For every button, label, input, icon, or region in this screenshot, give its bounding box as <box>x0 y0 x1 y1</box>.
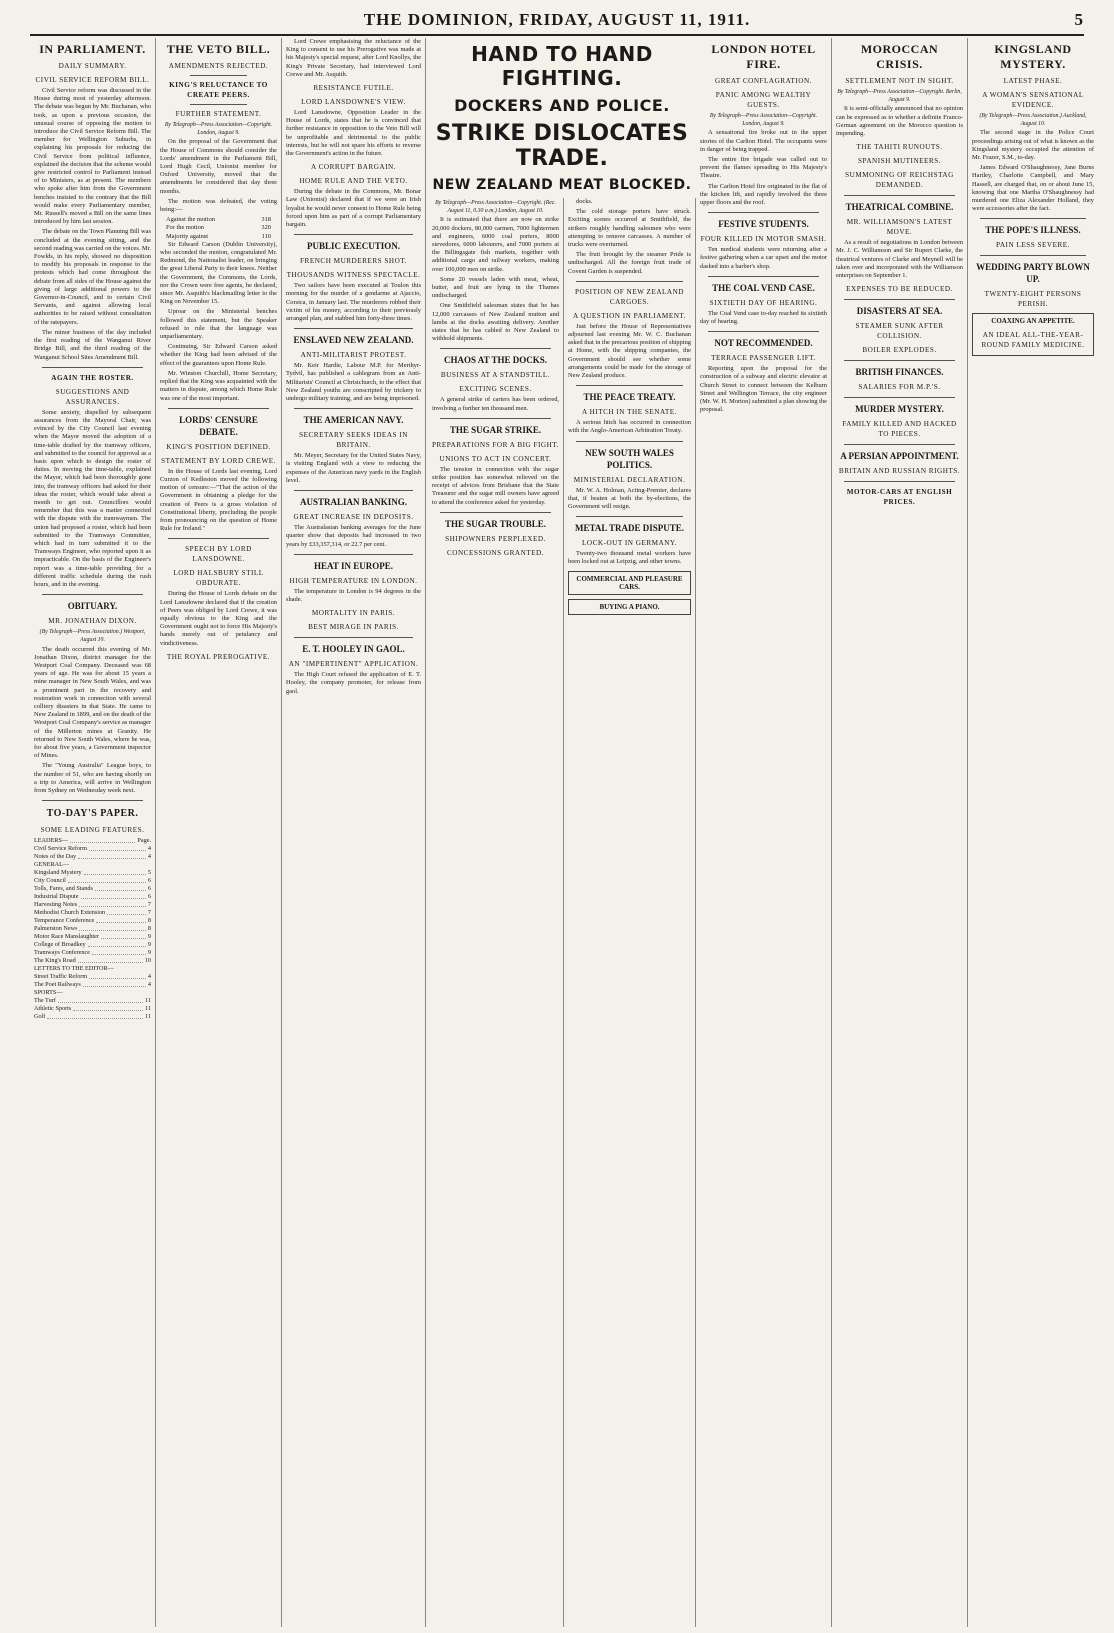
subhead: SPANISH MUTINEERS. <box>857 157 942 166</box>
headline-peace-treaty: THE PEACE TREATY. <box>583 392 676 403</box>
divider <box>294 554 413 555</box>
contents-entry <box>34 837 151 845</box>
column-kingsland-mystery <box>968 38 1098 1627</box>
divider <box>294 490 413 491</box>
contents-entry-label: Civil Service Reform <box>34 845 87 853</box>
headline-moroccan-crisis: MOROCCAN CRISIS. <box>860 42 939 71</box>
divider <box>844 444 955 445</box>
contents-entry-label: Temperance Conference <box>34 917 95 925</box>
article-text: The motion was defeated, the voting being:— <box>160 197 277 214</box>
ad-subtitle: AN IDEAL ALL-THE-YEAR-ROUND FAMILY MEDICINE. <box>981 330 1085 349</box>
headline-enslaved-nz: ENSLAVED NEW ZEALAND. <box>293 335 414 346</box>
headline-strike-dislocates: STRIKE DISLOCATES TRADE. <box>435 121 689 171</box>
contents-entry-label: Tolls, Fares, and Stands <box>34 885 93 893</box>
leader-dots <box>107 909 146 915</box>
subhead: MORTALITY IN PARIS. <box>311 609 396 618</box>
article-text: Mr. W. A. Holman, Acting-Premier, declares that, if beaten at both the by-elections, the Government will resign. <box>568 486 691 511</box>
article-text: In the House of Lords last evening, Lord Curzon of Kedleston moved the following motion of censure:—"That the action of the Government in obtaining a pledge for the creation of Peers is a gross violation of Constitutional liberty, precluding the people from pronouncing on the question of Home Rule for Ireland." <box>160 467 277 533</box>
article-text: As a result of negotiations in London between Mr. J. C. Williamson and Sir Rupert Clarke, the theatrical ventures of Clarke and Meynell will be taken over and incorporated with the Williamson enterprises on September 1. <box>836 239 963 280</box>
contents-entry-page: 4 <box>147 845 151 853</box>
contents-entry-label: The Poet Railways <box>34 981 81 989</box>
headline-sugar-strike: THE SUGAR STRIKE. <box>449 424 542 435</box>
subhead: STATEMENT BY LORD CREWE. <box>161 456 276 465</box>
subhead: LATEST PHASE. <box>1003 77 1063 85</box>
subhead: LOCK-OUT IN GERMANY. <box>582 539 677 548</box>
ad-title: BUYING A PIANO. <box>599 603 660 612</box>
divider <box>294 234 413 235</box>
article-text: A sensational fire broke out in the upper stories of the Carlton Hotel. The occupants were in danger of being trapped. <box>700 129 827 153</box>
headline-american-navy: THE AMERICAN NAVY. <box>303 415 404 426</box>
contents-entry-label: GENERAL— <box>34 861 70 869</box>
article-text: Some 20 vessels laden with meat, wheat, butter, and fruit are lying in the Thames undischarged. <box>432 275 559 300</box>
article-text: Uproar on the Ministerial benches followed this statement, but the Speaker refused to rule that the language was unparliamentary. <box>160 308 277 341</box>
subhead: AN "IMPERTINENT" APPLICATION. <box>288 660 419 669</box>
headline-public-execution: PUBLIC EXECUTION. <box>306 241 400 252</box>
contents-entry <box>34 1005 151 1013</box>
main-headline-block <box>428 38 696 199</box>
divider <box>844 299 955 300</box>
subhead: FRENCH MURDERERS SHOT. <box>300 257 407 266</box>
article-text: It is estimated that there are now on strike 20,000 dockers, 80,000 carmen, 7000 lightermen and engineers, 6000 coal porters, 8000 stevedores, 6000 labourers, and 7000 porters at the Billingsgate fish markets, together with additional cargo and railway workers, making over 100,000 men on strike. <box>432 216 559 273</box>
dateline: By Telegraph—Press Association—Copyright. Berlin, August 9. <box>837 89 962 104</box>
subhead: PANIC AMONG WEALTHY GUESTS. <box>715 91 812 109</box>
subhead: DAILY SUMMARY. <box>58 62 127 70</box>
subhead: LORD LANSDOWNE'S VIEW. <box>301 98 406 107</box>
subhead: MINISTERIAL DECLARATION. <box>573 475 686 484</box>
contents-entry-label: SPORTS— <box>34 989 63 997</box>
contents-entry <box>34 861 151 869</box>
leader-dots <box>58 997 143 1003</box>
dateline: By Telegraph—Press Association—Copyright. London, August 9. <box>164 122 273 137</box>
article-text: The Australasian banking averages for the June quarter show that deposits had increased in two years by £33,357,314, or 22.7 per cent. <box>286 524 421 548</box>
headline-metal-trade: METAL TRADE DISPUTE. <box>575 523 684 534</box>
leader-dots <box>78 853 146 859</box>
subhead: BRITAIN AND RUSSIAN RIGHTS. <box>838 467 961 476</box>
contents-entry <box>34 901 151 909</box>
subhead: HIGH TEMPERATURE IN LONDON. <box>289 576 418 585</box>
article-text: Sir Edward Carson (Dublin University), who seconded the motion, congratulated Mr. Redmond, the Nationalist leader, on bringing the great Liberal Party to their knees. Neither the Government, the Commons, the Lords, nor the Crown were free agents, he declared, since Mr. Asquith's blackmailing letter to the King on November 15. <box>160 240 277 306</box>
leader-dots <box>89 845 146 851</box>
dateline: (By Telegraph—Press Association.) Westport, August 10. <box>39 629 146 644</box>
contents-entry-label: Industrial Dispute <box>34 893 79 901</box>
article-text: The fruit brought by the steamer Pride is undischarged. All the foreign fruit trade of Covent Garden is suspended. <box>568 251 691 275</box>
column-veto-bill <box>156 38 282 1627</box>
contents-entry <box>34 933 151 941</box>
divider <box>844 360 955 361</box>
divider <box>294 408 413 409</box>
leader-dots <box>84 869 146 875</box>
leader-dots <box>92 949 146 955</box>
subhead: SECRETARY SEEKS IDEAS IN BRITAIN. <box>299 431 408 450</box>
subhead: STEAMER SUNK AFTER COLLISION. <box>855 322 944 341</box>
ad-title: COMMERCIAL AND PLEASURE CARS. <box>576 574 683 591</box>
headline-heat-europe: HEAT IN EUROPE. <box>314 560 393 571</box>
subhead: BUSINESS AT A STANDSTILL. <box>440 371 551 380</box>
contents-entry-page: 9 <box>147 941 151 949</box>
divider <box>980 218 1086 219</box>
divider <box>294 637 413 638</box>
newspaper-title: THE DOMINION, FRIDAY, AUGUST 11, 1911. <box>363 10 751 29</box>
page-number: 5 <box>1074 10 1084 29</box>
article-text: Two sailors have been executed at Toulon this morning for the murder of a gendarme at Ajaccio, Corsica, in January last. The murderers robbed their victim of his money, according to their previously arranged plan, and stabbed him forty-three times. <box>286 282 421 323</box>
headline-hooley: E. T. HOOLEY IN GAOL. <box>302 644 405 655</box>
contents-entry-page: 4 <box>147 853 151 861</box>
headline-hotel-fire: LONDON HOTEL FIRE. <box>711 42 816 71</box>
headline-popes-illness: THE POPE'S ILLNESS. <box>985 225 1081 236</box>
headline-not-recommended: NOT RECOMMENDED. <box>714 338 813 349</box>
vote-row: For the motion 320 <box>166 224 271 232</box>
article-text: The death occurred this evening of Mr. Jonathan Dixon, district manager for the Westport Coal Company. Deceased was 68 years of age. He was for about 15 years a mine manager in New South Wales, and was a prominent part in the recovery and restoration work in connection with several colliery disasters in that State. He came to New Zealand in 1899, and on the death of the Westport Coal Company's service as manager of the Millerton mines at Granity. He returned to New South Wales, where he was, for about five years, a Government inspector of Mines. <box>34 645 151 760</box>
leader-dots <box>47 1013 143 1019</box>
headline-obituary: OBITUARY. <box>67 601 118 612</box>
contents-entry-label: The King's Road <box>34 957 76 965</box>
subhead: MOTOR-CARS AT ENGLISH PRICES. <box>846 488 953 507</box>
leader-dots <box>81 893 146 899</box>
divider <box>708 212 819 213</box>
contents-entry-label: LETTERS TO THE EDITOR— <box>34 965 114 973</box>
headline-british-finances: BRITISH FINANCES. <box>855 367 944 378</box>
subhead: BOILER EXPLODES. <box>862 346 937 355</box>
headline-theatrical-combine: THEATRICAL COMBINE. <box>845 202 954 213</box>
article-text: The temperature in London is 94 degrees in the shade. <box>286 587 421 603</box>
subhead: GREAT INCREASE IN DEPOSITS. <box>293 513 414 522</box>
column-moroccan-crisis <box>832 38 968 1627</box>
article-text: During the debate in the Commons, Mr. Bonar Law (Unionist) declared that if we were an Irish loyalist he would never consent to Home Rule being forced upon him as part of a corrupt Parliamentary bargain. <box>286 188 421 229</box>
subhead: TWENTY-EIGHT PERSONS PERISH. <box>984 290 1082 309</box>
headline-wedding-party: WEDDING PARTY BLOWN UP. <box>976 262 1090 285</box>
subhead: THE TAHITI RUNOUTS. <box>856 143 943 152</box>
subhead: KING'S POSITION DEFINED. <box>166 442 271 451</box>
article-text: The "Young Australia" League boys, to the number of 51, who are having shortly on a trip to America, will arrive in Wellington from Sydney on Wednesday week next. <box>34 762 151 795</box>
headline-disasters-sea: DISASTERS AT SEA. <box>856 306 943 317</box>
contents-entry <box>34 957 151 965</box>
divider <box>440 348 551 349</box>
divider <box>440 512 551 513</box>
subhead: EXCITING SCENES. <box>459 385 532 394</box>
headline-nsw-politics: NEW SOUTH WALES POLITICS. <box>585 447 674 470</box>
article-text: The debate on the Town Planning Bill was concluded at the evening sitting, and the second reading was carried on the voices. Mr. Fowlds, in his reply, showed no disposition to modify his proposals in response to the protests which had come throughout the debate from all sides of the House against the giving of large additional powers to the Governor-in-Council, and to certain Civil Servants, and against allowing local authorities to be raised without consultation of the ratepayers. <box>34 228 151 326</box>
headline-nz-meat: NEW ZEALAND MEAT BLOCKED. <box>432 177 692 193</box>
contents-entry-label: Tramways Conference <box>34 949 90 957</box>
contents-entry-page: 7 <box>147 901 151 909</box>
contents-entry-page: 6 <box>147 885 151 893</box>
subhead: HOME RULE AND THE VETO. <box>299 177 408 186</box>
article-text: The cold storage porters have struck. Exciting scenes occurred at Smithfield, the strikers roughly handling salesmen who were attempting to remove carcasses. A number of trucks were overturned. <box>568 208 691 249</box>
subhead: MR. JONATHAN DIXON. <box>48 617 137 626</box>
subhead: GREAT CONFLAGRATION. <box>715 77 812 85</box>
divider <box>576 516 683 517</box>
divider <box>42 800 143 801</box>
headline-australian-banking: AUSTRALIAN BANKING. <box>299 497 407 508</box>
article-text: Ten medical students were returning after a festive gathering when a car upset and the motor dashed into a barber's shop. <box>700 246 827 270</box>
subhead: SIXTIETH DAY OF HEARING. <box>709 298 818 307</box>
contents-entry-label: Palmerston News <box>34 925 78 933</box>
contents-entry <box>34 973 151 981</box>
leader-dots <box>89 973 146 979</box>
contents-entry-page: Page. <box>137 837 151 845</box>
subhead: AMENDMENTS REJECTED. <box>168 62 269 70</box>
contents-entry-label: Methodist Church Extension <box>34 909 106 917</box>
headline-todays-paper: TO-DAY'S PAPER. <box>46 808 139 820</box>
contents-entry <box>34 925 151 933</box>
headline-kingsland-mystery: KINGSLAND MYSTERY. <box>994 42 1072 71</box>
divider <box>168 538 269 539</box>
headline-murder-mystery: MURDER MYSTERY. <box>855 404 944 415</box>
contents-entry-page: 8 <box>147 925 151 933</box>
contents-entry-page: 11 <box>145 997 151 1005</box>
contents-entry <box>34 917 151 925</box>
divider <box>844 397 955 398</box>
subhead: THE ROYAL PREROGATIVE. <box>166 652 271 661</box>
article-text: Lord Lansdowne, Opposition Leader in the House of Lords, states that he is convinced that further resistance in opposition to the Veto Bill will be unprofitable and detrimental to the public interests, but he will not spare his efforts to reverse the Government's action in the future. <box>286 109 421 158</box>
article-text: On the proposal of the Government that the House of Commons should consider the Lords' amendment in the Parliament Bill, Lord Hugh Cecil, Unionist member for Oxford University, moved that the amendments be considered that day three months. <box>160 138 277 195</box>
leader-dots <box>70 837 135 843</box>
subhead: ANTI-MILITARIST PROTEST. <box>300 351 407 360</box>
leader-dots <box>95 885 146 891</box>
contents-entry <box>34 877 151 885</box>
leader-dots <box>96 917 146 923</box>
leader-dots <box>68 877 146 883</box>
subhead: THOUSANDS WITNESS SPECTACLE. <box>286 271 421 280</box>
article-text: The minor business of the day included the first reading of the Wanganui River Bridge Bill, and the third reading of the Wanganui School Sites Amendment Bill. <box>34 328 151 361</box>
headline-festive-students: FESTIVE STUDENTS. <box>718 219 809 230</box>
masthead <box>30 6 1084 36</box>
divider <box>708 276 819 277</box>
advertisement <box>972 313 1094 355</box>
subhead: SETTLEMENT NOT IN SIGHT. <box>845 77 954 85</box>
contents-entry-page: 9 <box>147 933 151 941</box>
divider <box>980 255 1086 256</box>
contents-entry <box>34 845 151 853</box>
contents-list <box>34 837 151 1021</box>
vote-row: Against the motion 318 <box>166 216 271 224</box>
leader-dots <box>88 941 146 947</box>
subhead: A CORRUPT BARGAIN. <box>311 163 396 172</box>
ad-title: COAXING AN APPETITE. <box>991 317 1075 326</box>
divider <box>440 418 551 419</box>
headline-sugar-trouble: THE SUGAR TROUBLE. <box>444 518 547 529</box>
article-text: Just before the House of Representatives adjourned last evening Mr. W. C. Buchanan asked that in the precarious position of shipping at Home, with the shipping companies, the Government should see whether some arrangements could be made for the storage of New Zealand produce. <box>568 322 691 380</box>
contents-entry-page: 6 <box>147 893 151 901</box>
subhead: CONCESSIONS GRANTED. <box>446 548 545 557</box>
contents-entry-label: LEADERS— <box>34 837 69 845</box>
contents-entry <box>34 965 151 973</box>
subhead: SUGGESTIONS AND ASSURANCES. <box>55 387 130 406</box>
divider <box>576 385 683 386</box>
article-text: Lord Crewe emphasising the reluctance of the King to consent to use his Prerogative was made at his Majesty's special request, after Lord Knollys, the King's Private Secretary, had interviewed Lord Crewe and Mr. Asquith. <box>286 38 421 78</box>
article-text: It is semi-officially announced that no opinion can be expressed as to whether a definite Franco-German agreement on the Morocco question is impending. <box>836 105 963 138</box>
contents-entry-page: 11 <box>145 1005 151 1013</box>
article-text: Civil Service reform was discussed in the House during most of yesterday afternoon. The debate was begun by Mr. Buchanan, who took, as upon a previous occasion, the unusual course of opposing the motion to introduce the Civil Service Reform Bill. The member for Wellington Suburbs, in explaining his proposals for reducing the Civil Service from political influence, explained the decision that the scheme would give restricted control to Parliament instead of to Ministers, as at present. The members who spoke after him from the Government benches insisted to the contrary that the Bill would make every Parliamentary member, Mr. Russell's moved a Bill on the same lines introduced by him last session. <box>34 87 151 226</box>
contents-entry-page: 10 <box>144 957 151 965</box>
contents-entry-label: Kingsland Mystery <box>34 869 82 877</box>
leader-dots <box>101 933 146 939</box>
column-lords <box>282 38 426 1627</box>
contents-entry-label: Notes of the Day <box>34 853 77 861</box>
article-text: Some anxiety, dispelled by subsequent assurances from the Mayoral Chair, was evinced by the City Council last evening when the Mayor moved the adoption of a time-table drafted by the tramway officers, and submitted to the council for approval as a basis upon which to design the roster of duties. In moving the time-table, explained the Mayor, which had been thoroughly gone into, the tramway officers had asked for their ideas the roster, which would take about a month to get out. Councillors would remember that this was a matter connected with the dispute with the tramwaymen. The union had proposed a roster, which had been submitted to the Tramways Committee, which had in turn submitted it to the Tramways Engineer, who reported upon it as impracticable. On the basis of the Engineer's report was a time-table providing for a different traffic schedule during the rush hours, and in the evening. <box>34 408 151 588</box>
column-strike-left <box>428 198 564 1627</box>
advertisement <box>568 599 691 615</box>
contents-entry <box>34 885 151 893</box>
contents-entry-page: 9 <box>147 949 151 957</box>
article-text: A general strike of carters has been ordered, involving a further ten thousand men. <box>432 396 559 412</box>
article-text: James Edward O'Shaughnessy, Jane Burns Hartley, Charlotte Campbell, and Mary Hassell, are charged that, on or about June 15, knowing that one Martha O'Shaughnessy had murdered one Eliza Alexander Holland, they were accessories after the fact. <box>972 164 1094 213</box>
leader-dots <box>79 925 145 931</box>
contents-entry-label: The Turf <box>34 997 56 1005</box>
article-text: The High Court refused the application of E. T. Hooley, the company promoter, for release from gaol. <box>286 671 421 695</box>
divider <box>844 195 955 196</box>
article-text: The second stage in the Police Court proceedings arising out of what is known as the Kingsland mystery occupied the attention of Mr. Frazer, S.M., to-day. <box>972 129 1094 162</box>
contents-entry-label: Golf <box>34 1013 46 1021</box>
contents-entry <box>34 981 151 989</box>
contents-entry <box>34 909 151 917</box>
divider <box>190 75 247 76</box>
article-text: One Smithfield salesman states that he has 12,000 carcasses of New Zealand mutton and lambs at the docks awaiting delivery. Another states that he has cabled to New Zealand to withhold shipments. <box>432 302 559 343</box>
divider <box>576 441 683 442</box>
article-text: Mr. Winston Churchill, Home Secretary, replied that the King was acquainted with the matters in dispute, among which Home Rule was one of the most important. <box>160 369 277 402</box>
subhead: A QUESTION IN PARLIAMENT. <box>572 311 687 320</box>
article-text: Reporting upon the proposal for the construction of a subway and electric elevator at Church Street to connect between the Kelburn Street and Wellington Terrace, the city engineer (Mr. W. H. Morton) submitted a plan showing the proposal. <box>700 365 827 414</box>
headline-lords-censure: LORDS' CENSURE DEBATE. <box>179 414 258 437</box>
subhead: LORD HALSBURY STILL OBDURATE. <box>173 569 264 588</box>
leader-dots <box>78 957 143 963</box>
subhead: SALARIES FOR M.P.'S. <box>858 383 941 392</box>
subhead: EXPENSES TO BE REDUCED. <box>846 285 953 294</box>
headline-roster: AGAIN THE ROSTER. <box>51 373 134 382</box>
divider <box>294 328 413 329</box>
column-strike-right <box>564 198 696 1627</box>
article-text: The tension in connection with the sugar strike position has somewhat relieved on the receipt of advices from Brisbane that the State Treasurer and the sugar mill owners have agreed to attend the conference asked for yesterday. <box>432 465 559 506</box>
headline-veto-bill: THE VETO BILL. <box>166 42 271 56</box>
headline-in-parliament: IN PARLIAMENT. <box>39 42 146 56</box>
divider <box>576 281 683 282</box>
contents-entry <box>34 989 151 997</box>
contents-entry-label: College of Broadkey <box>34 941 86 949</box>
article-text: Twenty-two thousand metal workers have been locked out at Leipzig, and other towns. <box>568 550 691 566</box>
subhead: FAMILY KILLED AND HACKED TO PIECES. <box>842 420 957 439</box>
subhead: SUMMONING OF REICHSTAG DEMANDED. <box>845 171 954 190</box>
divider <box>190 104 247 105</box>
contents-entry-label: Motor Race Manslaughter <box>34 933 99 941</box>
article-text: Mr. Keir Hardie, Labour M.P. for Merthyr-Tydvil, has published a cablegram from an Anti-Militarists' Council at Christchurch, to the effect that New Zealand youths are conscripted by trickery to undergo military training, and are being imprisoned. <box>286 362 421 403</box>
subhead: UNIONS TO ACT IN CONCERT. <box>439 454 552 463</box>
contents-entry <box>34 941 151 949</box>
leader-dots <box>79 901 146 907</box>
headline-coal-vend: THE COAL VEND CASE. <box>712 282 815 293</box>
subhead: KING'S RELUCTANCE TO CREATE PEERS. <box>169 81 268 99</box>
page-columns <box>30 38 1098 1627</box>
contents-entry <box>34 869 151 877</box>
subhead: TERRACE PASSENGER LIFT. <box>711 354 816 363</box>
article-text: The Coal Vend case to-day reached its sixtieth day of hearing. <box>700 309 827 326</box>
vote-row: Majority against 110 <box>166 232 271 240</box>
dateline: By Telegraph—Press Association—Copyright. (Rec. August 11, 0.30 a.m.) London, August 10. <box>435 200 556 215</box>
contents-entry-label: City Council <box>34 877 66 885</box>
divider <box>42 594 143 595</box>
subhead: MR. WILLIAMSON'S LATEST MOVE. <box>846 218 953 237</box>
article-text: During the House of Lords debate on the Lord Lansdowne declared that if the creation of Peers was obliged by Lord Crewe, it was equally obvious to the King and the Government ought not to force His Majesty's hands merely out of petulancy and vindictiveness. <box>160 590 277 647</box>
contents-entry-page: 7 <box>147 909 151 917</box>
article-text: Continuing, Sir Edward Carson asked whether the King had been advised of the effect of the guarantees upon Home Rule. <box>160 343 277 367</box>
subhead: SOME LEADING FEATURES. <box>40 826 145 835</box>
headline-dockers-police: DOCKERS AND POLICE. <box>454 96 670 115</box>
contents-entry-label: Street Traffic Reform <box>34 973 88 981</box>
leader-dots <box>83 981 146 987</box>
headline-hand-to-hand: HAND TO HAND FIGHTING. <box>471 42 653 90</box>
article-text: The entire fire brigade was called out to prevent the flames spreading to His Majesty's Theatre. <box>700 156 827 180</box>
contents-entry <box>34 997 151 1005</box>
column-in-parliament <box>30 38 156 1627</box>
dateline: (By Telegraph—Press Association.) Auckland, August 10. <box>979 113 1087 128</box>
column-hotel-fire <box>696 38 832 1627</box>
contents-entry-page: 11 <box>145 1013 151 1021</box>
contents-entry-page: 4 <box>147 973 151 981</box>
divider <box>844 481 955 482</box>
subhead: FOUR KILLED IN MOTOR SMASH. <box>700 235 827 244</box>
subhead: PAIN LESS SEVERE. <box>996 241 1070 250</box>
divider <box>42 367 143 368</box>
subhead: SHIPOWNERS PERPLEXED. <box>445 534 546 543</box>
contents-entry <box>34 1013 151 1021</box>
contents-entry-page: 5 <box>147 869 151 877</box>
subhead: A HITCH IN THE SENATE. <box>582 408 677 417</box>
subhead: PREPARATIONS FOR A BIG FIGHT. <box>432 440 559 449</box>
subhead: BEST MIRAGE IN PARIS. <box>308 623 399 632</box>
subhead: A WOMAN'S SENSATIONAL EVIDENCE. <box>982 91 1084 109</box>
subhead: FURTHER STATEMENT. <box>175 110 262 118</box>
article-text: docks. <box>576 198 593 205</box>
subhead: SPEECH BY LORD LANSDOWNE. <box>185 545 252 564</box>
contents-entry-label: Athletic Sports <box>34 1005 72 1013</box>
contents-entry-page: 6 <box>147 877 151 885</box>
headline-chaos-docks: CHAOS AT THE DOCKS. <box>443 355 548 366</box>
contents-entry-label: Harvesting Notes <box>34 901 78 909</box>
contents-entry <box>34 853 151 861</box>
leader-dots <box>73 1005 143 1011</box>
contents-entry-page: 4 <box>147 981 151 989</box>
subhead: RESISTANCE FUTILE. <box>313 84 394 93</box>
divider <box>708 331 819 332</box>
article-text: Mr. Meyer, Secretary for the United States Navy, is visiting England with a view to reducing the expenses of the American navy yards in the English level. <box>286 452 421 484</box>
subhead: POSITION OF NEW ZEALAND CARGOES. <box>575 287 684 306</box>
contents-entry <box>34 949 151 957</box>
contents-entry <box>34 893 151 901</box>
subhead: CIVIL SERVICE REFORM BILL. <box>35 76 150 84</box>
contents-entry-page: 8 <box>147 917 151 925</box>
article-text: The Carlton Hotel fire originated in the flat of the kitchen lift, and rapidly involved the three upper floors and the roof. <box>700 182 827 207</box>
dateline: By Telegraph—Press Association—Copyright. London, August 9. <box>709 113 818 128</box>
divider <box>168 408 269 409</box>
article-text: A serious hitch has occurred in connection with the Anglo-American Arbitration Treaty. <box>568 419 691 435</box>
advertisement <box>568 571 691 595</box>
headline-persian-appointment: A PERSIAN APPOINTMENT. <box>840 451 959 462</box>
